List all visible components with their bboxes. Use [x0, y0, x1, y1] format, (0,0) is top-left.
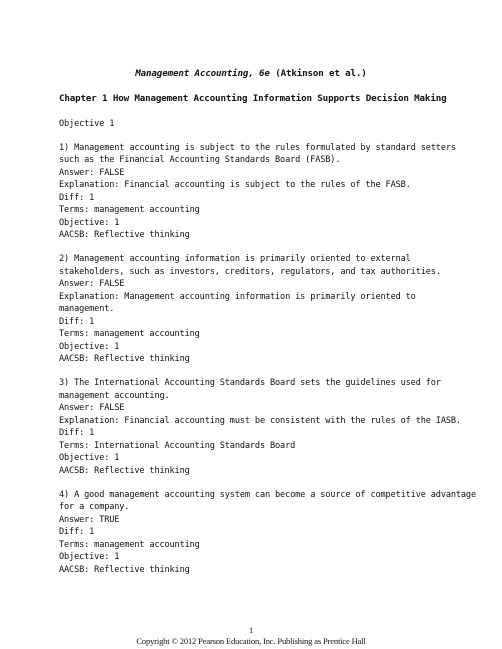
question-4-terms: Terms: management accounting	[59, 540, 200, 550]
question-1-objective: Objective: 1	[59, 218, 120, 228]
document-title	[0, 68, 502, 79]
question-1-explanation: Explanation: Financial accounting is subject to the rules of the FASB.	[59, 180, 411, 190]
objective-heading: Objective 1	[59, 119, 115, 129]
question-2-terms: Terms: management accounting	[59, 329, 200, 339]
question-1-line: 1) Management accounting is subject to the rules formulated by standard setters	[59, 143, 456, 153]
book-authors: (Atkinson et al.)	[269, 68, 367, 79]
question-3-diff: Diff: 1	[59, 428, 95, 438]
page-number: 1	[248, 625, 254, 635]
question-3-explanation: Explanation: Financial accounting must be consistent with the rules of the IASB.	[59, 416, 461, 426]
question-2-line: 2) Management accounting information is primarily oriented to external	[59, 254, 411, 264]
question-1-terms: Terms: management accounting	[59, 205, 200, 215]
question-4-line: 4) A good management accounting system can become a source of competitive advantage	[59, 490, 476, 500]
question-3-answer: Answer: FALSE	[59, 403, 125, 413]
book-title: Management Accounting, 6e	[135, 68, 270, 79]
question-1-line: such as the Financial Accounting Standards Board (FASB).	[59, 155, 341, 165]
question-2-objective: Objective: 1	[59, 342, 120, 352]
chapter-heading: Chapter 1 How Management Accounting Information Supports Decision Making	[59, 93, 447, 104]
question-4-objective: Objective: 1	[59, 552, 120, 562]
question-3-line: 3) The International Accounting Standards Board sets the guidelines used for	[59, 378, 441, 388]
question-1-answer: Answer: FALSE	[59, 168, 125, 178]
question-2-aacsb: AACSB: Reflective thinking	[59, 354, 190, 364]
question-4-diff: Diff: 1	[59, 527, 95, 537]
question-1-aacsb: AACSB: Reflective thinking	[59, 230, 190, 240]
question-3-terms: Terms: International Accounting Standards Board	[59, 441, 296, 451]
question-2-explanation: Explanation: Management accounting information is primarily oriented to	[59, 292, 416, 302]
copyright-footer: Copyright © 2012 Pearson Education, Inc. Publishing as Prentice Hall	[136, 636, 366, 646]
question-3-aacsb: AACSB: Reflective thinking	[59, 466, 190, 476]
question-4-aacsb: AACSB: Reflective thinking	[59, 565, 190, 575]
question-4-answer: Answer: TRUE	[59, 515, 120, 525]
question-2-explanation: management.	[59, 304, 115, 314]
question-4-line: for a company.	[59, 502, 130, 512]
question-1-diff: Diff: 1	[59, 193, 95, 203]
question-2-answer: Answer: FALSE	[59, 279, 125, 289]
question-3-line: management accounting.	[59, 391, 170, 401]
question-2-line: stakeholders, such as investors, creditors, regulators, and tax authorities.	[59, 267, 441, 277]
question-2-diff: Diff: 1	[59, 317, 95, 327]
question-3-objective: Objective: 1	[59, 453, 120, 463]
